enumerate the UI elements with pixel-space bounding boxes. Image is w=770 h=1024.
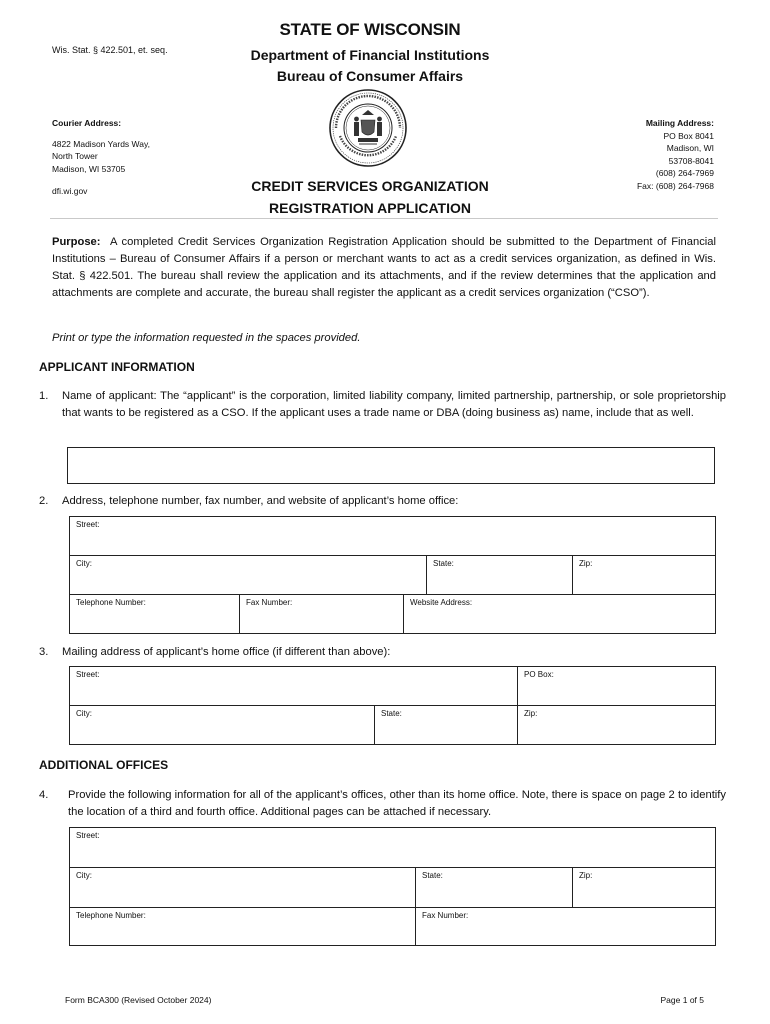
courier-address-block — [52, 117, 150, 198]
website-link[interactable]: dfi.wi.gov — [52, 186, 88, 196]
field-label: PO Box: — [524, 670, 554, 679]
mailing-address-line: 53708-8041 — [668, 155, 714, 166]
phone-number: (608) 264-7969 — [655, 168, 714, 178]
question-number: 1. — [39, 390, 49, 402]
section-heading-applicant: APPLICANT INFORMATION — [39, 360, 195, 374]
question-number: 2. — [39, 495, 49, 507]
purpose-label: Purpose: — [52, 236, 101, 248]
field-label: Fax Number: — [422, 911, 469, 920]
field-label: City: — [76, 559, 92, 568]
field-label: Telephone Number: — [76, 911, 146, 920]
field-label: City: — [76, 871, 92, 880]
field-label: Street: — [76, 670, 100, 679]
office-zip-field[interactable] — [572, 867, 716, 908]
courier-address-label: Courier Address: — [52, 118, 122, 128]
form-title-line2: REGISTRATION APPLICATION — [269, 200, 471, 216]
mailing-pobox-field[interactable] — [517, 666, 716, 706]
mailing-address-label: Mailing Address: — [645, 118, 714, 128]
home-state-field[interactable] — [426, 555, 573, 595]
home-street-field[interactable] — [69, 516, 716, 556]
field-label: Zip: — [579, 559, 593, 568]
state-seal-icon — [328, 88, 408, 168]
question-number: 3. — [39, 646, 49, 658]
mailing-state-field[interactable] — [374, 705, 518, 745]
field-label: State: — [381, 709, 402, 718]
field-label: Street: — [76, 831, 100, 840]
section-heading-additional: ADDITIONAL OFFICES — [39, 758, 169, 772]
purpose-text: A completed Credit Services Organization Registration Application should be submitted to the Department of Financial Institutions – Bureau of Consumer Affairs if a person or merchant wants to act as a credit services organization, as defined in Wis. Stat. § 422.501. The bureau shall review the application and its attachments, and if the review determines that the application and attachments are complete and accurate, the bureau shall register the applicant as a credit services organization (“CSO”). — [52, 236, 716, 299]
question-text: Mailing address of applicant’s home office (if different than above): — [62, 646, 391, 658]
question-4 — [39, 787, 727, 823]
question-number: 4. — [39, 789, 49, 801]
mailing-address-line: Madison, WI — [666, 143, 714, 153]
field-label: Street: — [76, 520, 100, 529]
mailing-address-line: PO Box 8041 — [663, 130, 714, 141]
mailing-address-block — [637, 117, 714, 192]
question-text: Provide the following information for all of the applicant’s offices, other than its home office. Note, there is space on page 2 to identify the location of a third and fourth office. Additional pages can be attached if necessary. — [68, 789, 726, 818]
form-title-line1: CREDIT SERVICES ORGANIZATION — [251, 178, 489, 194]
applicant-name-field[interactable] — [67, 447, 715, 484]
field-label: Telephone Number: — [76, 598, 146, 607]
fax-number: Fax: (608) 264-7968 — [636, 180, 714, 191]
home-zip-field[interactable] — [572, 555, 716, 595]
mailing-street-field[interactable] — [69, 666, 518, 706]
field-label: Website Address: — [410, 598, 473, 607]
office-telephone-field[interactable] — [69, 907, 416, 946]
question-text: Name of applicant: The “applicant” is the corporation, limited liability company, limited partnership, partnership, or sole proprietorship that wants to be registered as a CSO. If the applicant uses a trade name or DBA (doing business as) name, include that as well. — [62, 390, 726, 419]
home-city-field[interactable] — [69, 555, 427, 595]
home-fax-field[interactable] — [239, 594, 404, 634]
department-heading: Department of Financial Institutions — [250, 47, 490, 63]
state-heading: STATE OF WISCONSIN — [279, 20, 461, 39]
office-street-field[interactable] — [69, 827, 716, 868]
field-label: Zip: — [579, 871, 593, 880]
page-number: Page 1 of 5 — [660, 995, 704, 1005]
field-label: City: — [76, 709, 92, 718]
home-telephone-field[interactable] — [69, 594, 240, 634]
field-label: Zip: — [524, 709, 538, 718]
purpose-paragraph — [52, 234, 716, 302]
question-3 — [39, 644, 727, 662]
mailing-city-field[interactable] — [69, 705, 375, 745]
courier-address-line: 4822 Madison Yards Way, — [52, 138, 150, 149]
bureau-heading: Bureau of Consumer Affairs — [276, 68, 464, 84]
office-city-field[interactable] — [69, 867, 416, 908]
home-website-field[interactable] — [403, 594, 716, 634]
mailing-zip-field[interactable] — [517, 705, 716, 745]
field-label: Fax Number: — [246, 598, 293, 607]
field-label: State: — [433, 559, 454, 568]
question-1 — [39, 388, 727, 440]
question-text: Address, telephone number, fax number, and website of applicant’s home office: — [62, 495, 459, 507]
form-number: Form BCA300 (Revised October 2024) — [65, 995, 212, 1005]
office-fax-field[interactable] — [415, 907, 716, 946]
statute-reference: Wis. Stat. § 422.501, et. seq. — [52, 45, 168, 55]
office-state-field[interactable] — [415, 867, 573, 908]
courier-address-line: Madison, WI 53705 — [52, 163, 126, 174]
header-divider — [50, 218, 718, 219]
courier-address-line: North Tower — [52, 151, 98, 161]
instructions-text: Print or type the information requested in the spaces provided. — [52, 332, 361, 344]
question-2 — [39, 493, 727, 511]
field-label: State: — [422, 871, 443, 880]
